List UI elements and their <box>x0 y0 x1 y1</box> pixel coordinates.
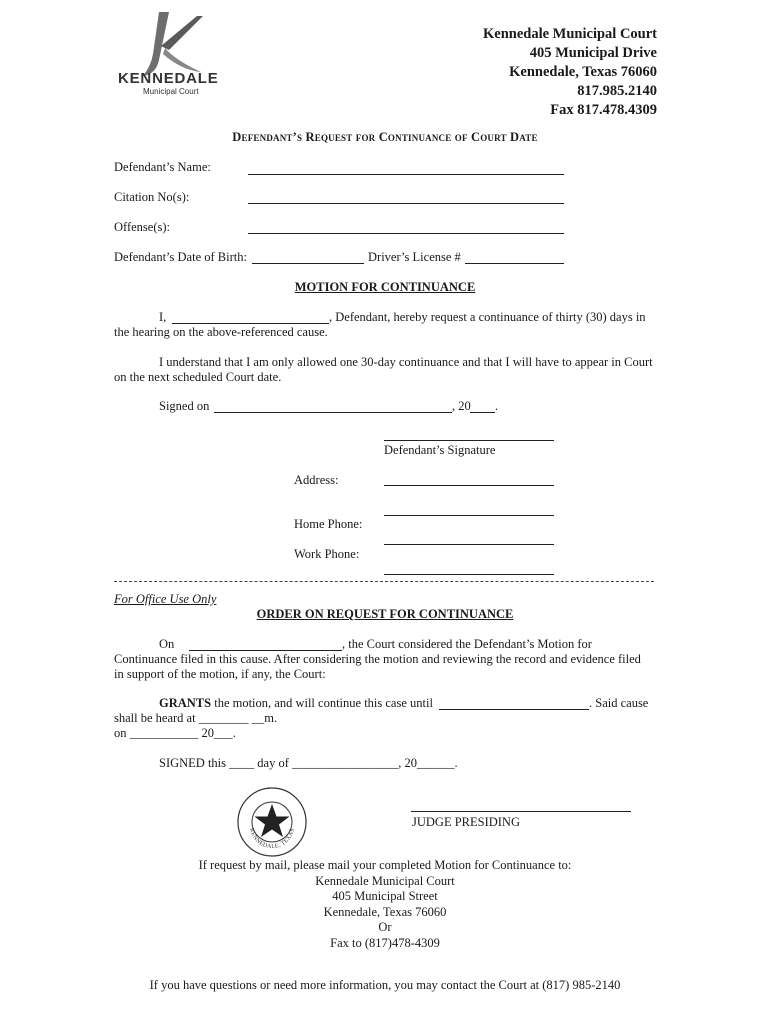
motion-heading: MOTION FOR CONTINUANCE <box>294 280 476 294</box>
order-date-line[interactable] <box>189 650 342 651</box>
signed-year-label: , 20 <box>452 399 471 413</box>
signature-line[interactable] <box>384 440 554 441</box>
order-on-label: On <box>159 637 175 651</box>
grants-line <box>159 696 433 711</box>
court-seal <box>236 786 308 858</box>
signed-on-label: Signed on <box>159 399 210 413</box>
grants-text: the motion, and will continue this case until <box>211 696 433 710</box>
court-address-block <box>483 25 657 120</box>
motion-p2-line1: I understand that I am only allowed one 30-day continuance and that I will have to appear in Court <box>159 355 653 369</box>
work-phone-label: Work Phone: <box>294 547 360 561</box>
signed-on-line[interactable] <box>214 412 452 413</box>
license-label: Driver’s License # <box>368 250 461 264</box>
court-name: Kennedale Municipal Court <box>482 26 657 42</box>
order-heading: ORDER ON REQUEST FOR CONTINUANCE <box>256 607 514 621</box>
grants-word: GRANTS <box>159 696 212 710</box>
court-phone: 817.985.2140 <box>577 83 657 99</box>
signed-this: SIGNED this ____ day of _________________, 20______. <box>159 756 458 770</box>
offense-line[interactable] <box>248 233 564 234</box>
seal-bottom-text: KENNEDALE, TEXAS <box>248 827 296 851</box>
seal-top-text <box>236 786 308 788</box>
address-line-2[interactable] <box>384 515 554 516</box>
citation-label: Citation No(s): <box>114 190 190 204</box>
said-cause: . Said cause <box>589 696 649 710</box>
cut-divider <box>114 581 654 582</box>
mail-instructions <box>0 858 770 951</box>
title-text: Defendant’s Request for Continuance of Court Date <box>232 130 538 144</box>
page-title <box>0 130 770 145</box>
offense-label: Offense(s): <box>114 220 170 234</box>
motion-p1-end: , Defendant, hereby request a continuance of thirty (30) days in <box>329 310 646 324</box>
dob-label: Defendant’s Date of Birth: <box>114 250 247 264</box>
logo-sub: Municipal Court <box>143 87 199 96</box>
office-use-label: For Office Use Only <box>114 592 217 606</box>
mail-court: Kennedale Municipal Court <box>315 873 455 888</box>
court-fax: Fax 817.478.4309 <box>550 102 657 118</box>
mail-fax: Fax to (817)478-4309 <box>330 935 440 950</box>
logo-brand: KENNEDALE <box>118 70 219 87</box>
heard-at: shall be heard at ________ __m. <box>114 711 278 725</box>
address-label: Address: <box>294 473 339 487</box>
home-phone-label: Home Phone: <box>294 517 363 531</box>
mail-city: Kennedale, Texas 76060 <box>323 904 447 919</box>
citation-line[interactable] <box>248 203 564 204</box>
order-p1-line2: Continuance filed in this cause. After considering the motion and reviewing the record and evidence filed <box>114 652 641 666</box>
signed-period: . <box>495 399 499 413</box>
home-phone-line[interactable] <box>384 544 554 545</box>
mail-or: Or <box>378 920 392 934</box>
continue-until-line[interactable] <box>439 709 589 710</box>
signature-label: Defendant’s Signature <box>384 443 496 457</box>
order-p1-line3: in support of the motion, if any, the Court: <box>114 667 326 681</box>
judge-signature-line[interactable] <box>411 811 631 812</box>
defendant-name-line[interactable] <box>248 174 564 175</box>
signed-year-line[interactable] <box>470 412 495 413</box>
court-street: 405 Municipal Drive <box>529 45 657 61</box>
order-p1-end: , the Court considered the Defendant’s Motion for <box>342 637 592 651</box>
on-date: on ___________ 20___. <box>114 726 236 740</box>
dob-line[interactable] <box>252 263 364 264</box>
texas-star-seal-icon <box>236 786 308 858</box>
kennedale-logo <box>113 10 228 98</box>
motion-p1-start: I, <box>159 310 167 324</box>
court-city: Kennedale, Texas 76060 <box>509 64 657 80</box>
motion-p2-line2: on the next scheduled Court date. <box>114 370 282 384</box>
defendant-name-motion-line[interactable] <box>172 323 329 324</box>
motion-p1-line2: the hearing on the above-referenced cause. <box>114 325 328 339</box>
judge-label: JUDGE PRESIDING <box>412 815 520 829</box>
address-line-1[interactable] <box>384 485 554 486</box>
mail-intro: If request by mail, please mail your completed Motion for Continuance to: <box>198 858 572 872</box>
footer-contact: If you have questions or need more information, you may contact the Court at (817) 985-2140 <box>149 978 621 992</box>
license-line[interactable] <box>465 263 564 264</box>
defendant-name-label: Defendant’s Name: <box>114 160 211 174</box>
work-phone-line[interactable] <box>384 574 554 575</box>
mail-street: 405 Municipal Street <box>332 889 438 903</box>
